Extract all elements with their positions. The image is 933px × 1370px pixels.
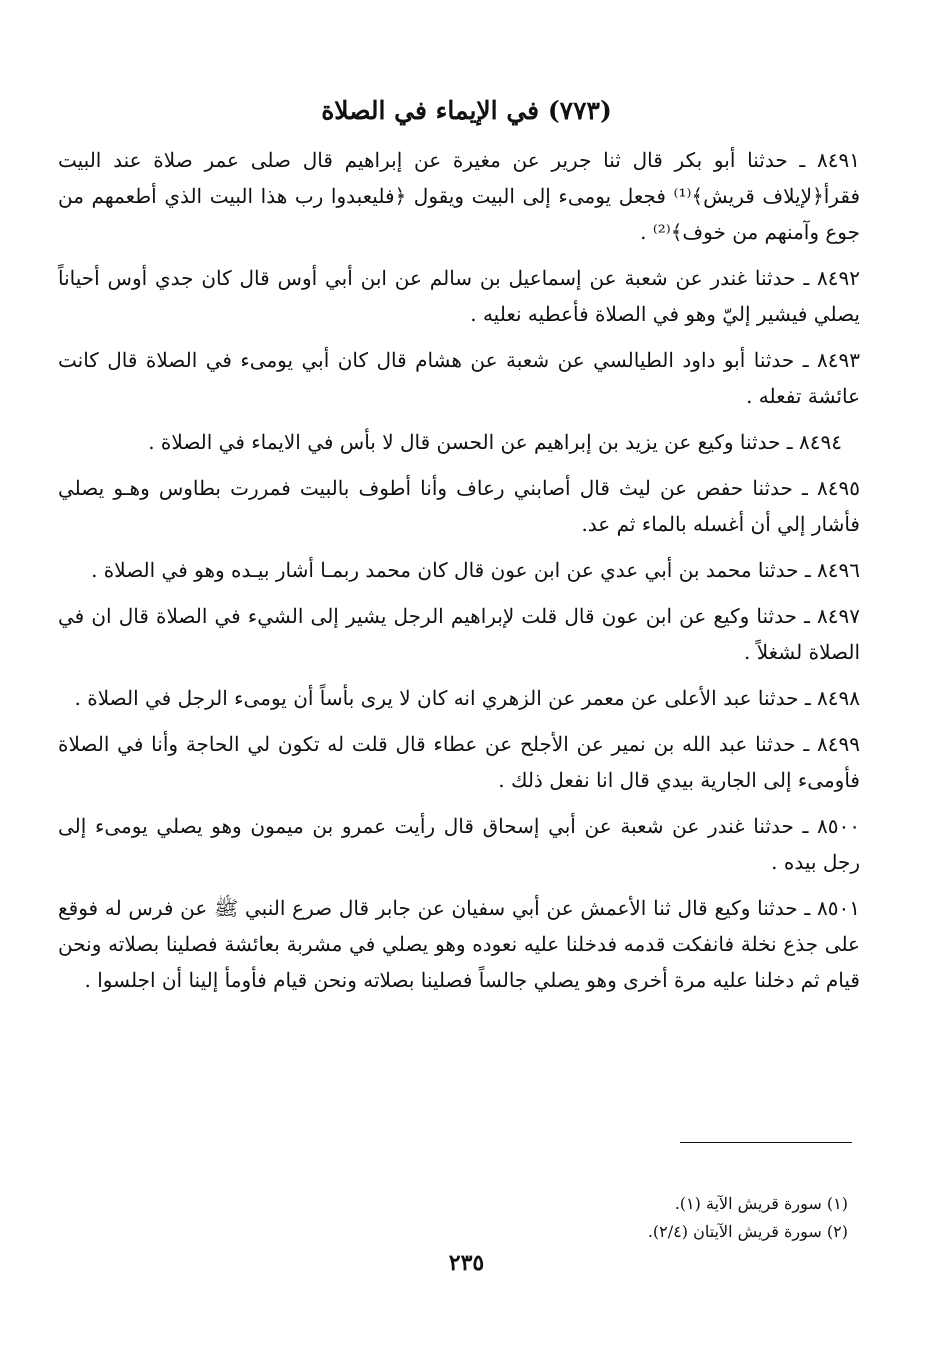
hadith-8501: ٨٥٠١ ـ حدثنا وكيع قال ثنا الأعمش عن أبي سفيان عن جابر قال صرع النبي ﷺ عن فرس له فوقع على جذع نخلة فانفكت قدمه فدخلنا عليه نعوده وهو يصلي في مشربة بعائشة فصلينا بصلاته ونحن قيام ثم دخلنا عليه مرة أخرى وهو يصلي جالساً فصلينا بصلاته ونحن قيام فأومأ إلينا أن اجلسوا . (58, 896, 860, 992)
footnote-divider (680, 1142, 852, 1143)
chapter-title: (٧٧٣) في الإيماء في الصلاة (321, 96, 612, 125)
hadith-8495: ٨٤٩٥ ـ حدثنا حفص عن ليث قال أصابني رعاف وأنا أطوف بالبيت فمررت بطاوس وهـو يصلي فأشار إلي أن أغسله بالماء ثم عد. (58, 476, 860, 536)
hadith-list (58, 142, 860, 1008)
hadith-8496: ٨٤٩٦ ـ حدثنا محمد بن أبي عدي عن ابن عون قال كان محمد ربمـا أشار بيـده وهو في الصلاة . (91, 558, 860, 582)
hadith-8499: ٨٤٩٩ ـ حدثنا عبد الله بن نمير عن الأجلح عن عطاء قال قلت له تكون لي الحاجة وأنا في الصلاة فأومىء إلى الجارية بيدي قال انا نفعل ذلك . (58, 732, 860, 792)
hadith-8497: ٨٤٩٧ ـ حدثنا وكيع عن ابن عون قال قلت لإبراهيم الرجل يشير إلى الشيء في الصلاة قال ان في الصلاة لشغلاً . (58, 604, 860, 664)
footnotes (58, 1190, 848, 1246)
hadith-8494: ٨٤٩٤ ـ حدثنا وكيع عن يزيد بن إبراهيم عن الحسن قال لا بأس في الايماء في الصلاة . (148, 430, 842, 454)
hadith-8498: ٨٤٩٨ ـ حدثنا عبد الأعلى عن معمر عن الزهري انه كان لا يرى بأساً أن يومىء الرجل في الصلاة . (74, 686, 860, 710)
footnote-1: (١) سورة قريش الآية (١). (674, 1194, 848, 1213)
hadith-8491: ٨٤٩١ ـ حدثنا أبو بكر قال ثنا جرير عن مغيرة عن إبراهيم قال صلى عمر صلاة عند البيت فقرأ﴿لإيلاف قريش﴾⁽¹⁾ فجعل يومىء إلى البيت ويقول ﴿فليعبدوا رب هذا البيت الذي أطعمهم من جوع وآمنهم من خوف﴾⁽²⁾ . (58, 148, 860, 244)
hadith-8500: ٨٥٠٠ ـ حدثنا غندر عن شعبة عن أبي إسحاق قال رأيت عمرو بن ميمون وهو يصلي يومىء إلى رجل بيده . (58, 814, 860, 874)
page-number: ٢٣٥ (448, 1250, 485, 1276)
footnote-2: (٢) سورة قريش الآيتان (٢/٤). (647, 1222, 848, 1241)
hadith-8492: ٨٤٩٢ ـ حدثنا غندر عن شعبة عن إسماعيل بن سالم عن ابن أبي أوس قال كان جدي أوس أحياناً يصلي فيشير إليّ وهو في الصلاة فأعطيه نعليه . (58, 266, 860, 326)
hadith-8493: ٨٤٩٣ ـ حدثنا أبو داود الطيالسي عن شعبة عن هشام قال كان أبي يومىء في الصلاة قال كانت عائشة تفعله . (58, 348, 860, 408)
